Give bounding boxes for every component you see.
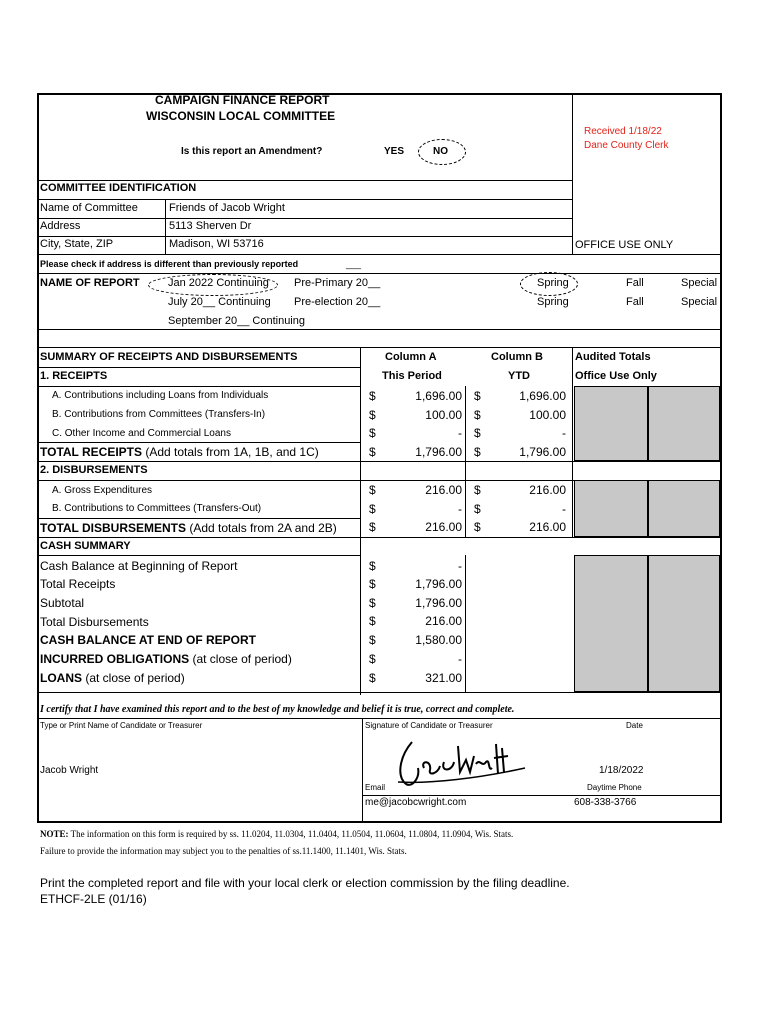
dollar-sign: $ [369, 614, 376, 628]
report-september[interactable]: September 20__ Continuing [168, 315, 305, 327]
certify-statement: I certify that I have examined this report and to the best of my knowledge and belief it is true, correct and complete. [40, 704, 515, 715]
dollar-sign: $ [369, 426, 376, 440]
phone-label: Daytime Phone [587, 783, 642, 792]
row-2a-colB[interactable]: 216.00 [529, 483, 566, 497]
column-a-sublabel: This Period [382, 370, 442, 382]
total-disbursements-colA[interactable]: 216.00 [425, 520, 462, 534]
column-b-sublabel: YTD [508, 370, 530, 382]
cash-begin-value[interactable]: - [458, 559, 462, 573]
total-receipts-colA[interactable]: 1,796.00 [415, 445, 462, 459]
address-check-blank[interactable]: ___ [346, 259, 362, 269]
dollar-sign: $ [474, 502, 481, 516]
city-label: City, State, ZIP [40, 238, 114, 250]
column-a-label: Column A [385, 351, 437, 363]
email-label: Email [365, 783, 386, 792]
committee-name-value[interactable]: Friends of Jacob Wright [169, 202, 285, 214]
audit-box [574, 480, 648, 537]
cash-subtotal-value[interactable]: 1,796.00 [415, 596, 462, 610]
note-line-2: Failure to provide the information may subject you to the penalties of ss.11.1400, 11.1401, Wis. Stats. [40, 846, 407, 856]
dollar-sign: $ [474, 483, 481, 497]
dollar-sign: $ [369, 445, 376, 459]
dollar-sign: $ [369, 483, 376, 497]
row-2a-label: A. Gross Expenditures [52, 485, 153, 496]
name-print-value[interactable]: Jacob Wright [40, 765, 99, 776]
row-1c-colB[interactable]: - [562, 426, 566, 440]
incurred-obligations-value[interactable]: - [458, 652, 462, 666]
row-2b-colB[interactable]: - [562, 502, 566, 516]
cash-total-disb-label: Total Disbursements [40, 615, 149, 629]
dollar-sign: $ [369, 596, 376, 610]
date-label: Date [626, 721, 643, 730]
print-instructions: Print the completed report and file with your local clerk or election commission by the filing deadline. [40, 876, 570, 890]
cash-total-receipts-value[interactable]: 1,796.00 [415, 577, 462, 591]
dollar-sign: $ [474, 520, 481, 534]
cash-total-disb-value[interactable]: 216.00 [425, 614, 462, 628]
audit-box [574, 386, 648, 461]
loans-value[interactable]: 321.00 [425, 671, 462, 685]
row-1a-colB[interactable]: 1,696.00 [519, 389, 566, 403]
dollar-sign: $ [474, 426, 481, 440]
report-fall-2[interactable]: Fall [626, 296, 644, 308]
report-special-1[interactable]: Special [681, 277, 718, 289]
city-value[interactable]: Madison, WI 53716 [169, 238, 264, 250]
committee-section-title: COMMITTEE IDENTIFICATION [40, 182, 197, 194]
report-preprimary[interactable]: Pre-Primary 20__ [294, 277, 381, 289]
report-fall-1[interactable]: Fall [626, 277, 644, 289]
amendment-yes[interactable]: YES [384, 146, 405, 157]
total-receipts-colB[interactable]: 1,796.00 [519, 445, 566, 459]
summary-title: SUMMARY OF RECEIPTS AND DISBURSEMENTS [40, 351, 298, 363]
total-disbursements-label: TOTAL DISBURSEMENTS (Add totals from 2A and 2B) [40, 521, 337, 535]
dollar-sign: $ [369, 520, 376, 534]
amendment-question: Is this report an Amendment? [181, 146, 323, 157]
row-1b-label: B. Contributions from Committees (Transfers-In) [52, 409, 266, 420]
audit-box [648, 386, 720, 461]
form-title-line1: CAMPAIGN FINANCE REPORT [155, 93, 330, 107]
dollar-sign: $ [369, 652, 376, 666]
row-1b-colB[interactable]: 100.00 [529, 408, 566, 422]
row-1b-colA[interactable]: 100.00 [425, 408, 462, 422]
clerk-stamp: Dane County Clerk [584, 140, 669, 151]
audited-label: Audited Totals [575, 351, 651, 363]
report-jan[interactable]: Jan 2022 Continuing [168, 277, 269, 289]
total-receipts-label: TOTAL RECEIPTS (Add totals from 1A, 1B, and 1C) [40, 445, 319, 459]
cash-end-value[interactable]: 1,580.00 [415, 633, 462, 647]
cash-subtotal-label: Subtotal [40, 596, 85, 610]
total-disbursements-colB[interactable]: 216.00 [529, 520, 566, 534]
address-change-check: Please check if address is different than previously reported [40, 259, 299, 269]
report-july[interactable]: July 20__ Continuing [168, 296, 271, 308]
report-preelection[interactable]: Pre-election 20__ [294, 296, 381, 308]
note-line-1: NOTE: The information on this form is required by ss. 11.0204, 11.0304, 11.0404, 11.0504, 11.0604, 11.0804, 11.0904, Wis. Stats. [40, 829, 514, 839]
audit-box [574, 555, 648, 692]
dollar-sign: $ [369, 408, 376, 422]
form-id: ETHCF-2LE (01/16) [40, 892, 147, 906]
report-name-label: NAME OF REPORT [40, 277, 140, 289]
row-1a-label: A. Contributions including Loans from Individuals [52, 390, 269, 401]
row-1c-label: C. Other Income and Commercial Loans [52, 428, 231, 439]
office-divider [572, 94, 573, 254]
committee-name-label: Name of Committee [40, 202, 138, 214]
row-1a-colA[interactable]: 1,696.00 [415, 389, 462, 403]
received-stamp: Received 1/18/22 [584, 126, 662, 137]
amendment-no[interactable]: NO [433, 146, 448, 157]
cash-begin-label: Cash Balance at Beginning of Report [40, 559, 238, 573]
address-value[interactable]: 5113 Sherven Dr [169, 220, 252, 232]
phone-value[interactable]: 608-338-3766 [574, 797, 637, 808]
incurred-obligations-label: INCURRED OBLIGATIONS (at close of period) [40, 652, 292, 666]
name-print-label: Type or Print Name of Candidate or Treasurer [40, 721, 203, 730]
dollar-sign: $ [474, 408, 481, 422]
email-value[interactable]: me@jacobcwright.com [365, 797, 467, 808]
row-1c-colA[interactable]: - [458, 426, 462, 440]
report-spring-1[interactable]: Spring [537, 277, 569, 289]
audit-box [648, 555, 720, 692]
form-title-line2: WISCONSIN LOCAL COMMITTEE [146, 109, 336, 123]
signature-image[interactable] [390, 738, 530, 790]
row-2a-colA[interactable]: 216.00 [425, 483, 462, 497]
column-b-label: Column B [491, 351, 543, 363]
date-value[interactable]: 1/18/2022 [599, 765, 644, 776]
receipts-header: 1. RECEIPTS [40, 370, 108, 382]
signature-label: Signature of Candidate or Treasurer [365, 721, 493, 730]
cash-summary-header: CASH SUMMARY [40, 540, 131, 552]
report-special-2[interactable]: Special [681, 296, 718, 308]
signature-graphic [390, 738, 530, 790]
row-2b-label: B. Contributions to Committees (Transfers-Out) [52, 503, 262, 514]
cash-total-receipts-label: Total Receipts [40, 577, 116, 591]
office-use-label: OFFICE USE ONLY [575, 239, 674, 251]
dollar-sign: $ [369, 389, 376, 403]
loans-label: LOANS (at close of period) [40, 671, 185, 685]
dollar-sign: $ [369, 559, 376, 573]
disbursements-header: 2. DISBURSEMENTS [40, 464, 148, 476]
audit-box [648, 480, 720, 537]
dollar-sign: $ [369, 502, 376, 516]
audited-sublabel: Office Use Only [575, 370, 657, 382]
dollar-sign: $ [474, 389, 481, 403]
dollar-sign: $ [369, 671, 376, 685]
dollar-sign: $ [369, 633, 376, 647]
dollar-sign: $ [474, 445, 481, 459]
row-2b-colA[interactable]: - [458, 502, 462, 516]
report-spring-2[interactable]: Spring [537, 296, 569, 308]
cash-end-label: CASH BALANCE AT END OF REPORT [40, 633, 256, 647]
address-label: Address [40, 220, 81, 232]
dollar-sign: $ [369, 577, 376, 591]
